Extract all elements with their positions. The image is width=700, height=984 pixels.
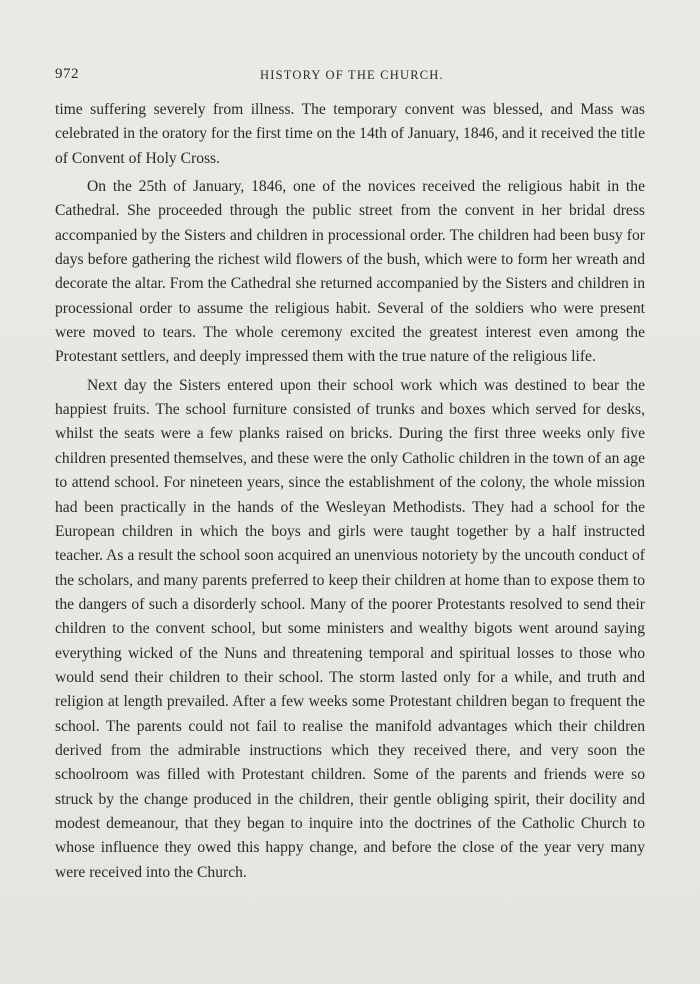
paragraph-novice-habit: On the 25th of January, 1846, one of the novices received the religious habit in the Cathedral. She proceeded through the public street from the convent in her bridal dress accompanied by the Sisters and children in processional order. The children had been busy for days before gathering the richest wild flowers of the bush, which were to form her wreath and decorate the altar. From the Cathedral she returned accompanied by the Sisters and children in processional order to assume the religious habit. Several of the soldiers who were present were moved to tears. The whole ceremony excited the greatest interest even among the Protestant settlers, and deeply impressed them with the true nature of the religious life. [55,178,645,366]
body-text [55,98,645,885]
paragraph-school-work: Next day the Sisters entered upon their school work which was destined to bear the happiest fruits. The school furniture consisted of trunks and boxes which served for desks, whilst the seats were a few planks raised on bricks. During the first three weeks only five children presented themselves, and these were the only Catholic children in the town of an age to attend school. For nineteen years, since the establishment of the colony, the whole mission had been practically in the hands of the Wesleyan Methodists. They had a school for the European children in which the boys and girls were taught together by a half instructed teacher. As a result the school soon acquired an unenvious notoriety by the uncouth conduct of the scholars, and many parents preferred to keep their children at home than to expose them to the dangers of such a disorderly school. Many of the poorer Protestants resolved to send their children to the convent school, but some ministers and wealthy bigots went around saying everything wicked of the Nuns and threatening temporal and spiritual losses to those who would send their children to their school. The storm lasted only for a while, and truth and religion at length prevailed. After a few weeks some Protestant children began to frequent the school. The parents could not fail to realise the manifold advantages which their children derived from the admirable instructions which they received there, and very soon the schoolroom was filled with Protestant children. Some of the parents and friends were so struck by the change produced in the children, their gentle obliging spirit, their docility and modest demeanour, that they began to inquire into the doctrines of the Catholic Church to whose influence they owed this happy change, and before the close of the year very many were received into the Church. [55,376,645,881]
paragraph-continuation: time suffering severely from illness. The temporary convent was blessed, and Mass was celebrated in the oratory for the first time on the 14th of January, 1846, and it received the title of Convent of Holy Cross. [55,101,645,167]
page-number: 972 [55,66,79,82]
running-title: HISTORY OF THE CHURCH. [260,68,444,82]
running-head [55,66,645,86]
